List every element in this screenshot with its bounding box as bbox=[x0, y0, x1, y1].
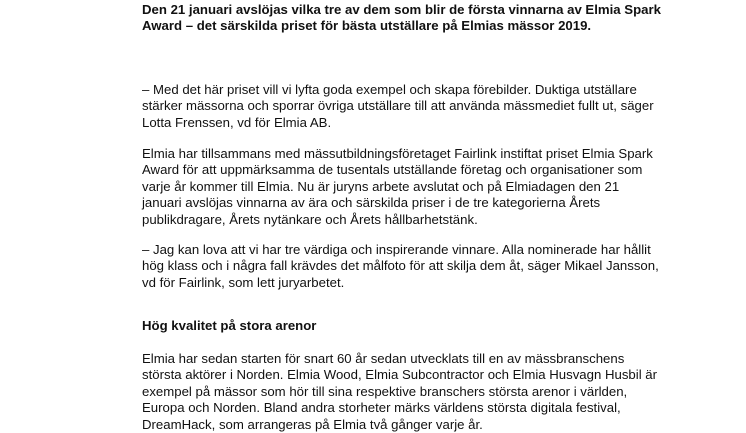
elmia-history-paragraph: Elmia har sedan starten för snart 60 år sedan utvecklats till en av mässbranschens största aktörer i Norden. Elmia Wood, Elmia Subcontractor och Elmia Husvagn Husbil är exempel på mässor som hör till sina respektive branschers största arenor i världen, Europa och Norden. Bland andra storheter märks världens största digitala festival, DreamHack, som arrangeras på Elmia två gånger varje år. bbox=[142, 351, 658, 432]
lead-paragraph: Den 21 januari avslöjas vilka tre av dem som blir de första vinnarna av Elmia Spark Award – det särskilda priset för bästa utställare på Elmias mässor 2019. bbox=[142, 2, 661, 34]
quote-mikael-jansson: – Jag kan lova att vi har tre värdiga och inspirerande vinnare. Alla nominerade har hållit hög klass och i några fall krävdes det målfoto för att skilja dem åt, säger Mikael Jansson, vd för Fairlink, som lett juryarbetet. bbox=[142, 242, 659, 290]
quote-lotta-frenssen: – Med det här priset vill vi lyfta goda exempel och skapa förebilder. Duktiga utställare stärker mässorna och sporrar övriga utställare till att använda mässmediet fullt ut, säger Lotta Frenssen, vd för Elmia AB. bbox=[142, 82, 654, 130]
award-description-paragraph: Elmia har tillsammans med mässutbildningsföretaget Fairlink instiftat priset Elmia Spark Award för att uppmärksamma de tusentals utställande företag och organisationer som varje år kommer till Elmia. Nu är juryns arbete avslutat och på Elmiadagen den 21 januari avslöjas vinnarna av ära och särskilda priser i de tre kategorierna Årets publikdragare, Årets nytänkare och Årets hållbarhetstänk. bbox=[142, 146, 653, 227]
section-heading: Hög kvalitet på stora arenor bbox=[142, 318, 317, 333]
